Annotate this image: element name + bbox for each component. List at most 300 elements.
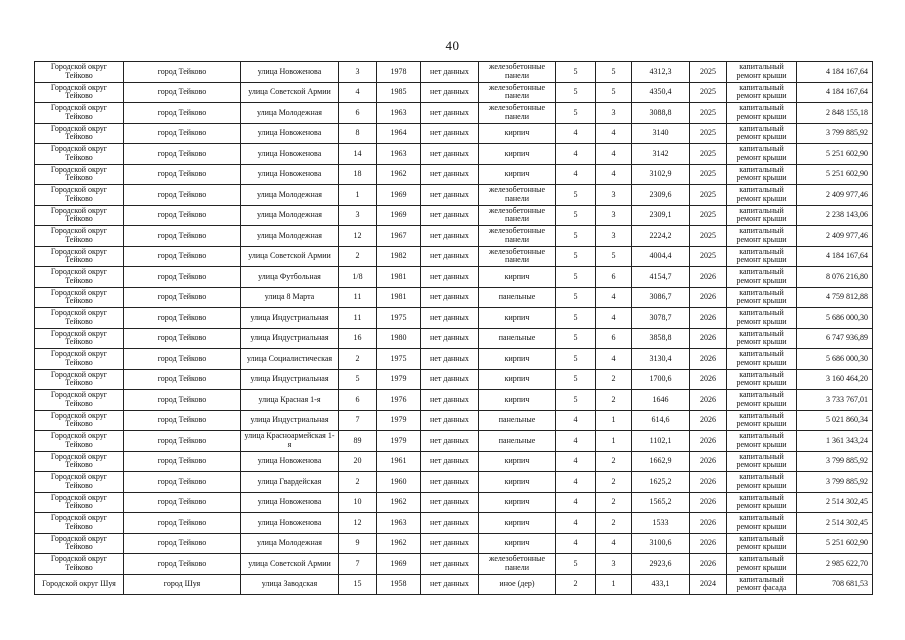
table-row [35,574,873,595]
cell-street: улица 8 Марта [241,287,339,308]
cell-municipality: Городской округ Тейково [35,472,124,493]
cell-floors: 4 [556,431,596,452]
cell-cost: 4 184 167,64 [797,246,873,267]
cell-plan-year: 2025 [690,185,727,206]
cell-work-type: капитальный ремонт крыши [727,349,797,370]
cell-work-type: капитальный ремонт крыши [727,390,797,411]
cell-cost: 8 076 216,80 [797,267,873,288]
cell-floors: 5 [556,390,596,411]
cell-year-built: 1960 [377,472,421,493]
cell-wall-info: нет данных [421,123,479,144]
cell-plan-year: 2026 [690,431,727,452]
cell-wall-material: кирпич [479,123,556,144]
cell-entrances: 5 [596,82,632,103]
cell-wall-info: нет данных [421,410,479,431]
cell-area: 2309,1 [632,205,690,226]
cell-year-built: 1969 [377,205,421,226]
cell-entrances: 6 [596,267,632,288]
cell-entrances: 3 [596,554,632,575]
cell-cost: 708 681,53 [797,574,873,595]
cell-wall-material: кирпич [479,492,556,513]
cell-street: улица Новоженова [241,123,339,144]
cell-year-built: 1964 [377,123,421,144]
cell-entrances: 6 [596,328,632,349]
table-row [35,554,873,575]
cell-municipality: Городской округ Тейково [35,410,124,431]
cell-wall-material: кирпич [479,472,556,493]
cell-plan-year: 2026 [690,410,727,431]
table-row [35,123,873,144]
cell-street: улица Молодежная [241,226,339,247]
table-row [35,328,873,349]
cell-cost: 2 514 302,45 [797,492,873,513]
cell-work-type: капитальный ремонт крыши [727,328,797,349]
cell-area: 4004,4 [632,246,690,267]
cell-floors: 5 [556,103,596,124]
cell-plan-year: 2026 [690,390,727,411]
cell-street: улица Молодежная [241,205,339,226]
cell-year-built: 1962 [377,164,421,185]
cell-wall-material: железобетонные панели [479,62,556,83]
cell-plan-year: 2025 [690,226,727,247]
cell-settlement: город Тейково [124,451,241,472]
cell-plan-year: 2026 [690,287,727,308]
cell-municipality: Городской округ Тейково [35,308,124,329]
cell-house-number: 1/8 [339,267,377,288]
cell-entrances: 4 [596,123,632,144]
cell-work-type: капитальный ремонт крыши [727,431,797,452]
cell-wall-material: кирпич [479,513,556,534]
table-row [35,267,873,288]
cell-work-type: капитальный ремонт крыши [727,62,797,83]
cell-settlement: город Тейково [124,246,241,267]
table-row [35,533,873,554]
cell-settlement: город Шуя [124,574,241,595]
cell-plan-year: 2026 [690,513,727,534]
cell-street: улица Индустриальная [241,410,339,431]
cell-plan-year: 2026 [690,369,727,390]
cell-street: улица Советской Армии [241,554,339,575]
cell-plan-year: 2026 [690,492,727,513]
cell-municipality: Городской округ Тейково [35,513,124,534]
cell-year-built: 1985 [377,82,421,103]
cell-municipality: Городской округ Тейково [35,349,124,370]
cell-wall-material: панельные [479,431,556,452]
cell-house-number: 1 [339,185,377,206]
cell-year-built: 1963 [377,144,421,165]
cell-settlement: город Тейково [124,226,241,247]
cell-settlement: город Тейково [124,533,241,554]
cell-wall-material: железобетонные панели [479,226,556,247]
cell-plan-year: 2025 [690,205,727,226]
cell-settlement: город Тейково [124,164,241,185]
cell-municipality: Городской округ Шуя [35,574,124,595]
cell-area: 614,6 [632,410,690,431]
cell-street: улица Футбольная [241,267,339,288]
cell-floors: 5 [556,308,596,329]
cell-municipality: Городской округ Тейково [35,451,124,472]
cell-municipality: Городской округ Тейково [35,246,124,267]
cell-floors: 4 [556,492,596,513]
cell-entrances: 5 [596,246,632,267]
cell-year-built: 1978 [377,62,421,83]
cell-street: улица Новоженова [241,513,339,534]
cell-wall-info: нет данных [421,287,479,308]
cell-wall-info: нет данных [421,554,479,575]
cell-settlement: город Тейково [124,513,241,534]
cell-municipality: Городской округ Тейково [35,390,124,411]
cell-street: улица Новоженова [241,492,339,513]
cell-work-type: капитальный ремонт крыши [727,226,797,247]
cell-plan-year: 2026 [690,267,727,288]
cell-work-type: капитальный ремонт крыши [727,164,797,185]
cell-work-type: капитальный ремонт крыши [727,308,797,329]
cell-settlement: город Тейково [124,287,241,308]
cell-plan-year: 2026 [690,308,727,329]
cell-municipality: Городской округ Тейково [35,492,124,513]
cell-year-built: 1981 [377,267,421,288]
cell-work-type: капитальный ремонт крыши [727,492,797,513]
cell-settlement: город Тейково [124,554,241,575]
cell-year-built: 1962 [377,492,421,513]
cell-area: 3100,6 [632,533,690,554]
cell-settlement: город Тейково [124,431,241,452]
cell-work-type: капитальный ремонт фасада [727,574,797,595]
cell-settlement: город Тейково [124,185,241,206]
cell-floors: 4 [556,533,596,554]
cell-cost: 3 733 767,01 [797,390,873,411]
cell-street: улица Новоженова [241,144,339,165]
cell-wall-material: железобетонные панели [479,246,556,267]
cell-wall-info: нет данных [421,390,479,411]
cell-wall-material: панельные [479,287,556,308]
cell-entrances: 4 [596,349,632,370]
cell-house-number: 18 [339,164,377,185]
cell-area: 3078,7 [632,308,690,329]
cell-municipality: Городской округ Тейково [35,226,124,247]
cell-plan-year: 2026 [690,554,727,575]
table-row [35,451,873,472]
cell-area: 1646 [632,390,690,411]
cell-entrances: 2 [596,390,632,411]
cell-floors: 5 [556,369,596,390]
cell-house-number: 12 [339,513,377,534]
cell-area: 1625,2 [632,472,690,493]
cell-floors: 5 [556,328,596,349]
cell-wall-info: нет данных [421,533,479,554]
cell-street: улица Молодежная [241,103,339,124]
cell-work-type: капитальный ремонт крыши [727,246,797,267]
cell-cost: 6 747 936,89 [797,328,873,349]
cell-year-built: 1975 [377,349,421,370]
cell-house-number: 12 [339,226,377,247]
cell-house-number: 3 [339,205,377,226]
cell-cost: 5 686 000,30 [797,349,873,370]
cell-street: улица Индустриальная [241,308,339,329]
cell-floors: 5 [556,205,596,226]
cell-year-built: 1981 [377,287,421,308]
cell-wall-info: нет данных [421,431,479,452]
cell-municipality: Городской округ Тейково [35,103,124,124]
cell-plan-year: 2026 [690,349,727,370]
cell-settlement: город Тейково [124,82,241,103]
cell-area: 3130,4 [632,349,690,370]
cell-street: улица Социалистическая [241,349,339,370]
cell-house-number: 15 [339,574,377,595]
cell-work-type: капитальный ремонт крыши [727,103,797,124]
cell-municipality: Городской округ Тейково [35,164,124,185]
cell-entrances: 4 [596,164,632,185]
cell-entrances: 4 [596,533,632,554]
cell-floors: 4 [556,144,596,165]
cell-house-number: 4 [339,82,377,103]
cell-entrances: 1 [596,410,632,431]
cell-wall-info: нет данных [421,267,479,288]
cell-work-type: капитальный ремонт крыши [727,554,797,575]
cell-cost: 3 799 885,92 [797,451,873,472]
cell-street: улица Новоженова [241,451,339,472]
cell-wall-info: нет данных [421,492,479,513]
cell-wall-material: кирпич [479,164,556,185]
cell-plan-year: 2026 [690,451,727,472]
cell-wall-material: железобетонные панели [479,103,556,124]
cell-work-type: капитальный ремонт крыши [727,513,797,534]
table-row [35,226,873,247]
cell-floors: 4 [556,123,596,144]
cell-cost: 5 251 602,90 [797,533,873,554]
table-row [35,205,873,226]
cell-house-number: 89 [339,431,377,452]
cell-wall-material: кирпич [479,369,556,390]
cell-floors: 5 [556,82,596,103]
cell-house-number: 20 [339,451,377,472]
cell-area: 1662,9 [632,451,690,472]
cell-plan-year: 2025 [690,62,727,83]
cell-work-type: капитальный ремонт крыши [727,144,797,165]
cell-work-type: капитальный ремонт крыши [727,410,797,431]
cell-municipality: Городской округ Тейково [35,205,124,226]
cell-settlement: город Тейково [124,62,241,83]
cell-entrances: 2 [596,451,632,472]
cell-plan-year: 2026 [690,533,727,554]
table-row [35,287,873,308]
cell-house-number: 7 [339,554,377,575]
cell-work-type: капитальный ремонт крыши [727,205,797,226]
cell-area: 3086,7 [632,287,690,308]
cell-wall-material: кирпич [479,533,556,554]
cell-house-number: 10 [339,492,377,513]
cell-year-built: 1969 [377,185,421,206]
cell-entrances: 3 [596,185,632,206]
cell-street: улица Советской Армии [241,246,339,267]
cell-floors: 5 [556,62,596,83]
cell-floors: 5 [556,554,596,575]
cell-year-built: 1958 [377,574,421,595]
cell-area: 1700,6 [632,369,690,390]
table-row [35,349,873,370]
cell-street: улица Советской Армии [241,82,339,103]
cell-work-type: капитальный ремонт крыши [727,287,797,308]
cell-wall-material: иное (дер) [479,574,556,595]
cell-year-built: 1961 [377,451,421,472]
cell-settlement: город Тейково [124,410,241,431]
cell-wall-material: железобетонные панели [479,205,556,226]
cell-cost: 5 021 860,34 [797,410,873,431]
cell-work-type: капитальный ремонт крыши [727,472,797,493]
cell-year-built: 1979 [377,410,421,431]
cell-house-number: 14 [339,144,377,165]
cell-municipality: Городской округ Тейково [35,369,124,390]
cell-area: 3142 [632,144,690,165]
cell-plan-year: 2025 [690,246,727,267]
table-row [35,103,873,124]
cell-house-number: 8 [339,123,377,144]
cell-municipality: Городской округ Тейково [35,144,124,165]
cell-work-type: капитальный ремонт крыши [727,123,797,144]
cell-work-type: капитальный ремонт крыши [727,451,797,472]
cell-floors: 5 [556,349,596,370]
cell-cost: 3 799 885,92 [797,472,873,493]
cell-settlement: город Тейково [124,123,241,144]
cell-street: улица Гвардейская [241,472,339,493]
cell-floors: 2 [556,574,596,595]
cell-wall-info: нет данных [421,144,479,165]
cell-street: улица Новоженова [241,62,339,83]
cell-plan-year: 2025 [690,164,727,185]
table-row [35,308,873,329]
cell-year-built: 1976 [377,390,421,411]
cell-wall-info: нет данных [421,246,479,267]
cell-floors: 5 [556,226,596,247]
cell-wall-material: кирпич [479,267,556,288]
table-row [35,185,873,206]
table-row [35,369,873,390]
cell-wall-info: нет данных [421,205,479,226]
cell-floors: 4 [556,451,596,472]
cell-street: улица Новоженова [241,164,339,185]
table-row [35,410,873,431]
cell-cost: 2 238 143,06 [797,205,873,226]
cell-wall-info: нет данных [421,164,479,185]
cell-house-number: 11 [339,308,377,329]
cell-cost: 4 184 167,64 [797,82,873,103]
cell-cost: 3 799 885,92 [797,123,873,144]
cell-area: 2923,6 [632,554,690,575]
cell-area: 4312,3 [632,62,690,83]
cell-entrances: 4 [596,144,632,165]
cell-floors: 5 [556,287,596,308]
cell-area: 4350,4 [632,82,690,103]
cell-cost: 4 759 812,88 [797,287,873,308]
cell-year-built: 1962 [377,533,421,554]
cell-year-built: 1982 [377,246,421,267]
cell-area: 3102,9 [632,164,690,185]
cell-street: улица Молодежная [241,533,339,554]
cell-wall-info: нет данных [421,308,479,329]
cell-wall-info: нет данных [421,62,479,83]
cell-street: улица Красная 1-я [241,390,339,411]
cell-floors: 5 [556,185,596,206]
cell-plan-year: 2025 [690,123,727,144]
cell-municipality: Городской округ Тейково [35,123,124,144]
cell-area: 433,1 [632,574,690,595]
cell-street: улица Молодежная [241,185,339,206]
cell-year-built: 1979 [377,431,421,452]
cell-municipality: Городской округ Тейково [35,554,124,575]
cell-municipality: Городской округ Тейково [35,431,124,452]
cell-house-number: 6 [339,390,377,411]
cell-entrances: 3 [596,205,632,226]
cell-cost: 5 686 000,30 [797,308,873,329]
cell-wall-info: нет данных [421,103,479,124]
cell-floors: 4 [556,410,596,431]
cell-house-number: 2 [339,246,377,267]
cell-work-type: капитальный ремонт крыши [727,369,797,390]
cell-house-number: 11 [339,287,377,308]
cell-cost: 2 848 155,18 [797,103,873,124]
cell-wall-info: нет данных [421,574,479,595]
cell-wall-info: нет данных [421,185,479,206]
cell-plan-year: 2025 [690,144,727,165]
cell-house-number: 16 [339,328,377,349]
cell-entrances: 5 [596,62,632,83]
cell-settlement: город Тейково [124,308,241,329]
cell-plan-year: 2024 [690,574,727,595]
cell-year-built: 1979 [377,369,421,390]
cell-entrances: 1 [596,574,632,595]
cell-wall-info: нет данных [421,349,479,370]
cell-wall-material: панельные [479,328,556,349]
cell-municipality: Городской округ Тейково [35,62,124,83]
cell-year-built: 1980 [377,328,421,349]
page-number: 40 [445,38,460,53]
cell-work-type: капитальный ремонт крыши [727,82,797,103]
cell-wall-info: нет данных [421,513,479,534]
cell-cost: 2 514 302,45 [797,513,873,534]
cell-municipality: Городской округ Тейково [35,328,124,349]
cell-area: 3088,8 [632,103,690,124]
cell-wall-material: кирпич [479,144,556,165]
cell-cost: 5 251 602,90 [797,144,873,165]
table-row [35,246,873,267]
cell-settlement: город Тейково [124,103,241,124]
cell-year-built: 1975 [377,308,421,329]
cell-municipality: Городской округ Тейково [35,267,124,288]
cell-area: 1565,2 [632,492,690,513]
table-row [35,492,873,513]
cell-settlement: город Тейково [124,328,241,349]
cell-settlement: город Тейково [124,390,241,411]
cell-wall-material: железобетонные панели [479,554,556,575]
table-row [35,431,873,452]
cell-entrances: 4 [596,287,632,308]
cell-house-number: 2 [339,349,377,370]
cell-cost: 3 160 464,20 [797,369,873,390]
cell-settlement: город Тейково [124,267,241,288]
cell-area: 4154,7 [632,267,690,288]
cell-floors: 4 [556,164,596,185]
cell-entrances: 2 [596,492,632,513]
cell-wall-info: нет данных [421,472,479,493]
cell-house-number: 2 [339,472,377,493]
cell-entrances: 3 [596,226,632,247]
cell-wall-info: нет данных [421,328,479,349]
cell-settlement: город Тейково [124,349,241,370]
cell-cost: 2 409 977,46 [797,226,873,247]
cell-cost: 2 985 622,70 [797,554,873,575]
cell-house-number: 5 [339,369,377,390]
cell-work-type: капитальный ремонт крыши [727,267,797,288]
